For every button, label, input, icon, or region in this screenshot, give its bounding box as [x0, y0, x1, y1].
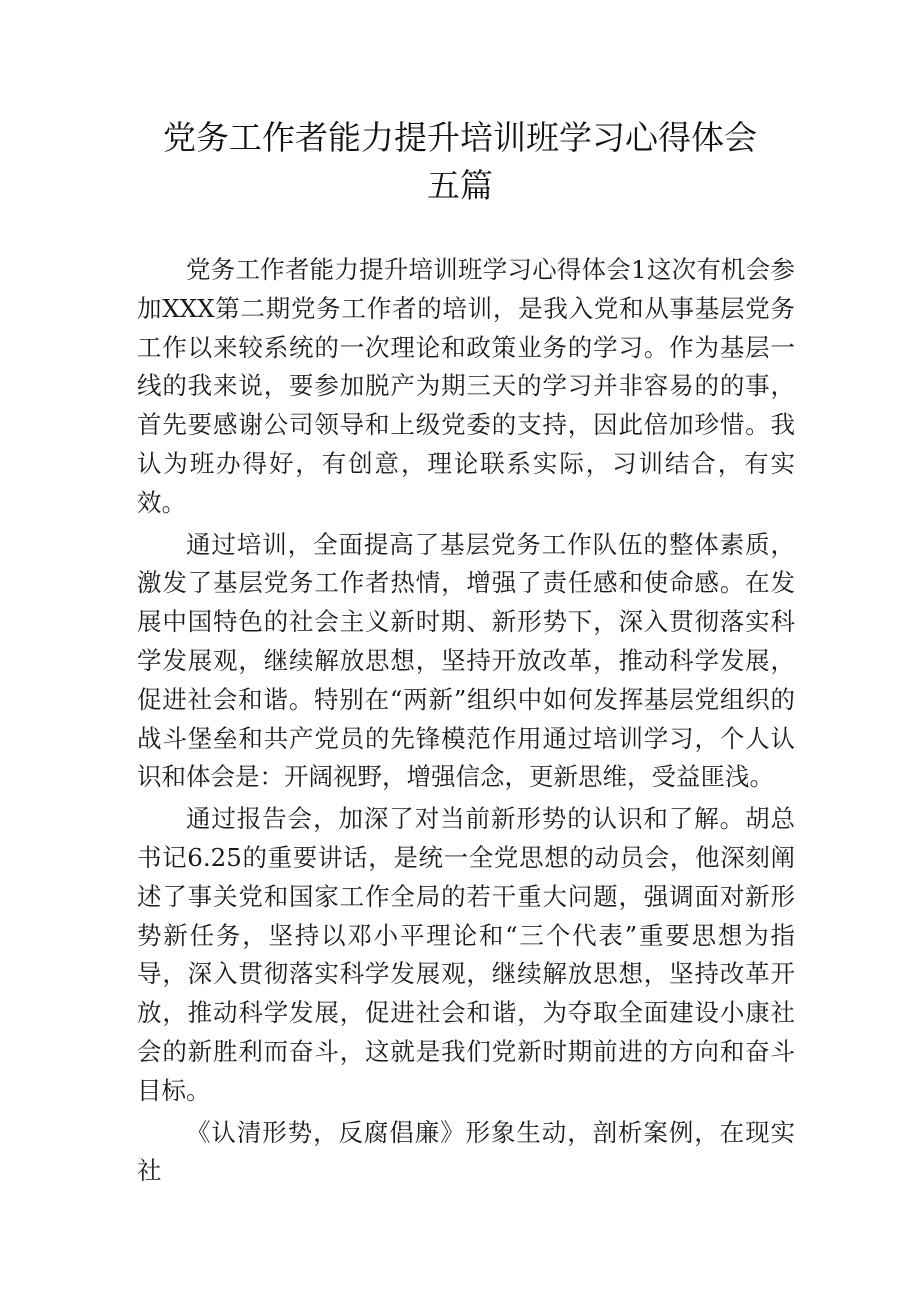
paragraph-4: 《认清形势，反腐倡廉》形象生动，剖析案例，在现实社: [137, 1117, 795, 1186]
paragraph-1: 党务工作者能力提升培训班学习心得体会1这次有机会参加XXX第二期党务工作者的培训，是我入党和从事基层党务工作以来较系统的一次理论和政策业务的学习。作为基层一线的我来说，要参加脱产为期三天的学习并非容易的的事，首先要感谢公司领导和上级党委的支持，因此倍加珍惜。我认为班办得好，有创意，理论联系实际，习训结合，有实效。: [137, 255, 795, 517]
document-body: [137, 251, 795, 1194]
title-line-2: 五篇: [427, 166, 493, 205]
paragraph-3: 通过报告会，加深了对当前新形势的认识和了解。胡总书记6.25的重要讲话，是统一全党思想的动员会，他深刻阐述了事关党和国家工作全局的若干重大问题，强调面对新形势新任务，坚持以邓小平理论和“三个代表”重要思想为指导，深入贯彻落实科学发展观，继续解放思想，坚持改革开放，推动科学发展，促进社会和谐，为夺取全面建设小康社会的新胜利而奋斗，这就是我们党新时期前进的方向和奋斗目标。: [137, 804, 795, 1105]
document-title: [130, 114, 790, 210]
paragraph-2: 通过培训，全面提高了基层党务工作队伍的整体素质，激发了基层党务工作者热情，增强了责任感和使命感。在发展中国特色的社会主义新时期、新形势下，深入贯彻落实科学发展观，继续解放思想，坚持开放改革，推动科学发展，促进社会和谐。特别在“两新”组织中如何发挥基层党组织的战斗堡垒和共产党员的先锋模范作用通过培训学习，个人认识和体会是：开阔视野，增强信念，更新思维，受益匪浅。: [137, 529, 795, 792]
title-line-1: 党务工作者能力提升培训班学习心得体会: [163, 118, 757, 157]
